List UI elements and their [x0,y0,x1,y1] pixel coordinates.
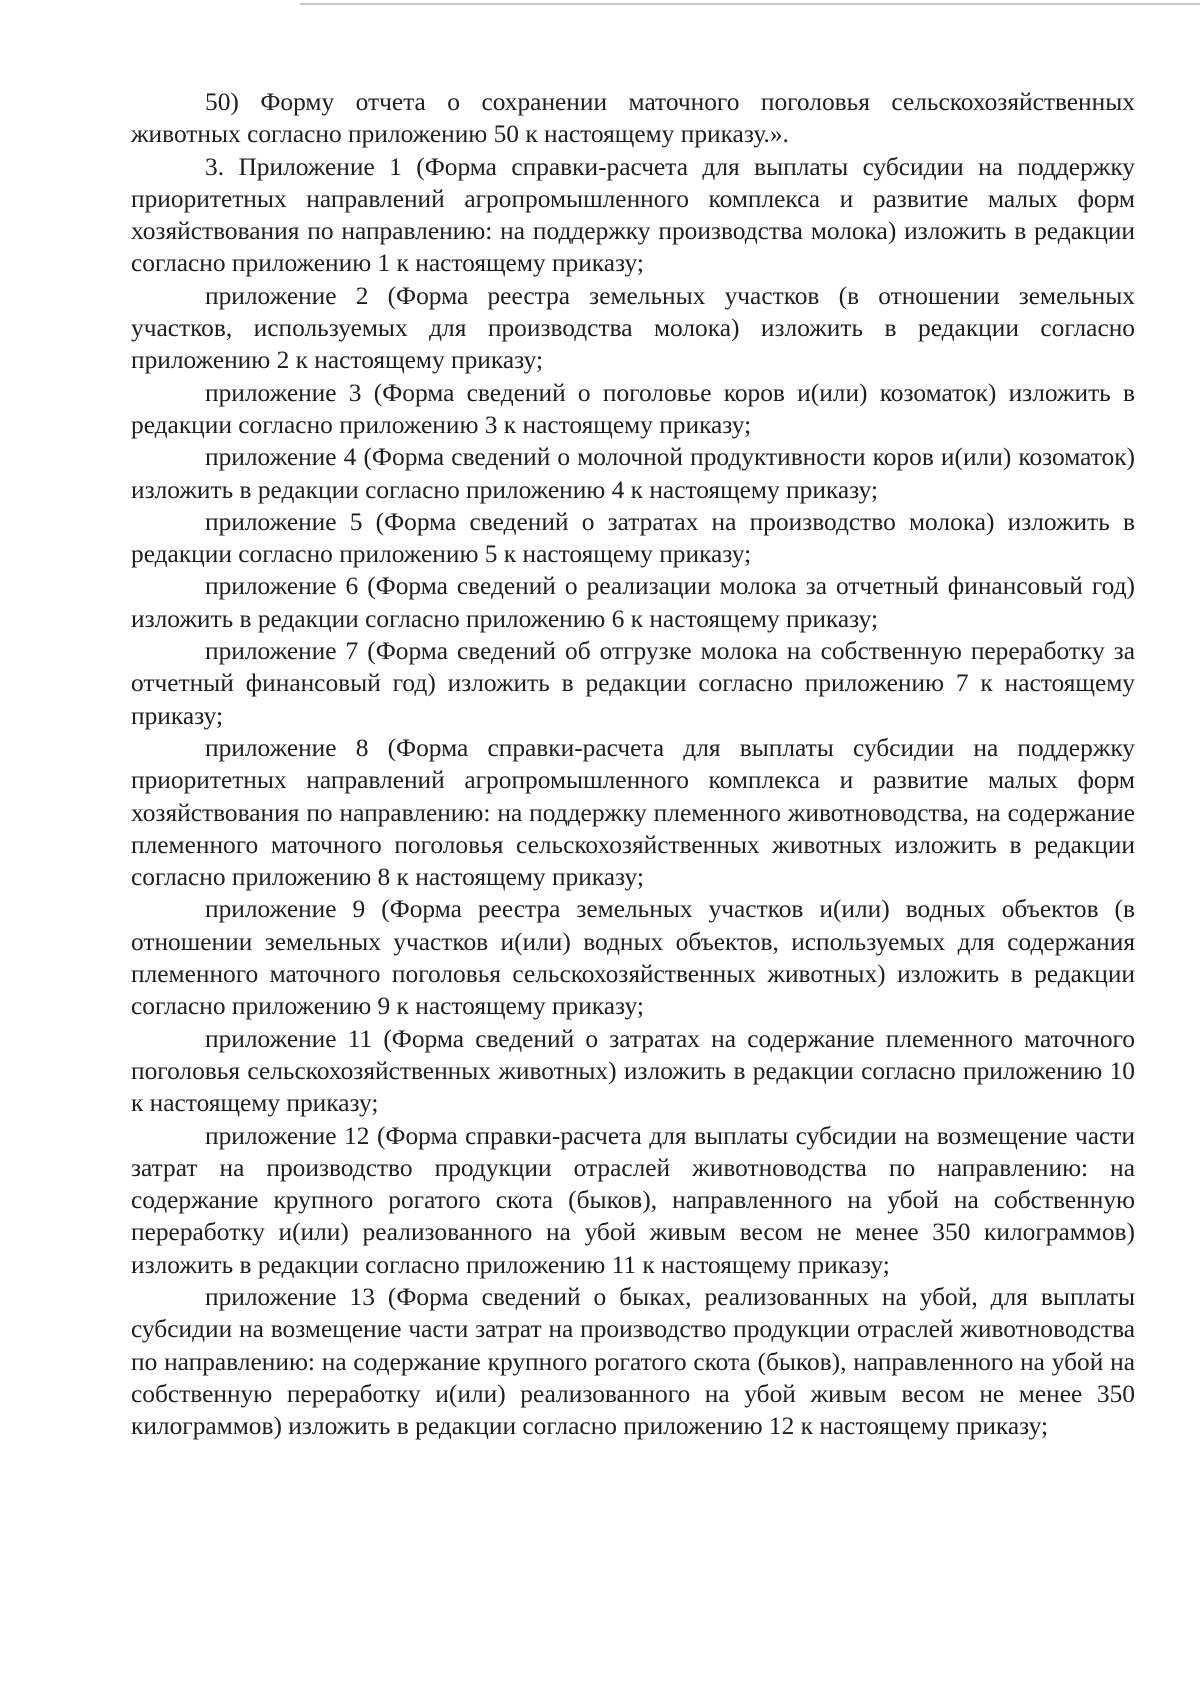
paragraph-appendix-2: приложение 2 (Форма реестра земельных участков (в отношении земельных участков, используемых для производства молока) изложить в редакции согласно приложению 2 к настоящему приказу; [131,281,1135,375]
paragraph-appendix-12: приложение 12 (Форма справки-расчета для выплаты субсидии на возмещение части затрат на производство продукции отраслей животноводства по направлению: на содержание крупного рогатого скота (быков), направленного на убой на собственную переработку и(или) реализованного на убой живым весом не менее 350 килограммов) изложить в редакции согласно приложению 11 к настоящему приказу; [131,1121,1135,1279]
paragraph-appendix-4: приложение 4 (Форма сведений о молочной продуктивности коров и(или) козоматок) изложить в редакции согласно приложению 4 к настоящему приказу; [131,443,1135,504]
paragraph-appendix-8: приложение 8 (Форма справки-расчета для выплаты субсидии на поддержку приоритетных направлений агропромышленного комплекса и развитие малых форм хозяйствования по направлению: на поддержку племенного животноводства, на содержание племенного маточного поголовья сельскохозяйственных животных изложить в редакции согласно приложению 8 к настоящему приказу; [131,733,1135,892]
paragraph-item-50: 50) Форму отчета о сохранении маточного поголовья сельскохозяйственных животных согласно приложению 50 к настоящему приказу.». [131,88,1135,149]
paragraph-appendix-3: приложение 3 (Форма сведений о поголовье коров и(или) козоматок) изложить в редакции согласно приложению 3 к настоящему приказу; [131,378,1135,439]
paragraph-appendix-13: приложение 13 (Форма сведений о быках, реализованных на убой, для выплаты субсидии на возмещение части затрат на производство продукции отраслей животноводства по направлению: на содержание крупного рогатого скота (быков), направленного на убой на собственную переработку и(или) реализованного на убой живым весом не менее 350 килограммов) изложить в редакции согласно приложению 12 к настоящему приказу; [131,1282,1135,1441]
paragraph-appendix-9: приложение 9 (Форма реестра земельных участков и(или) водных объектов (в отношении земельных участков и(или) водных объектов, используемых для содержания племенного маточного поголовья сельскохозяйственных животных) изложить в редакции согласно приложению 9 к настоящему приказу; [131,895,1135,1021]
paragraph-clause-3: 3. Приложение 1 (Форма справки-расчета для выплаты субсидии на поддержку приоритетных направлений агропромышленного комплекса и развитие малых форм хозяйствования по направлению: на поддержку производства молока) изложить в редакции согласно приложению 1 к настоящему приказу; [131,152,1135,278]
paragraph-appendix-5: приложение 5 (Форма сведений о затратах на производство молока) изложить в редакции согласно приложению 5 к настоящему приказу; [131,507,1135,569]
document-body [131,86,1135,1442]
paragraph-appendix-11: приложение 11 (Форма сведений о затратах на содержание племенного маточного поголовья сельскохозяйственных животных) изложить в редакции согласно приложению 10 к настоящему приказу; [131,1024,1135,1118]
paragraph-appendix-7: приложение 7 (Форма сведений об отгрузке молока на собственную переработку за отчетный финансовый год) изложить в редакции согласно приложению 7 к настоящему приказу; [131,637,1135,730]
paragraph-appendix-6: приложение 6 (Форма сведений о реализации молока за отчетный финансовый год) изложить в редакции согласно приложению 6 к настоящему приказу; [131,572,1135,633]
scan-edge-line [300,3,1200,5]
